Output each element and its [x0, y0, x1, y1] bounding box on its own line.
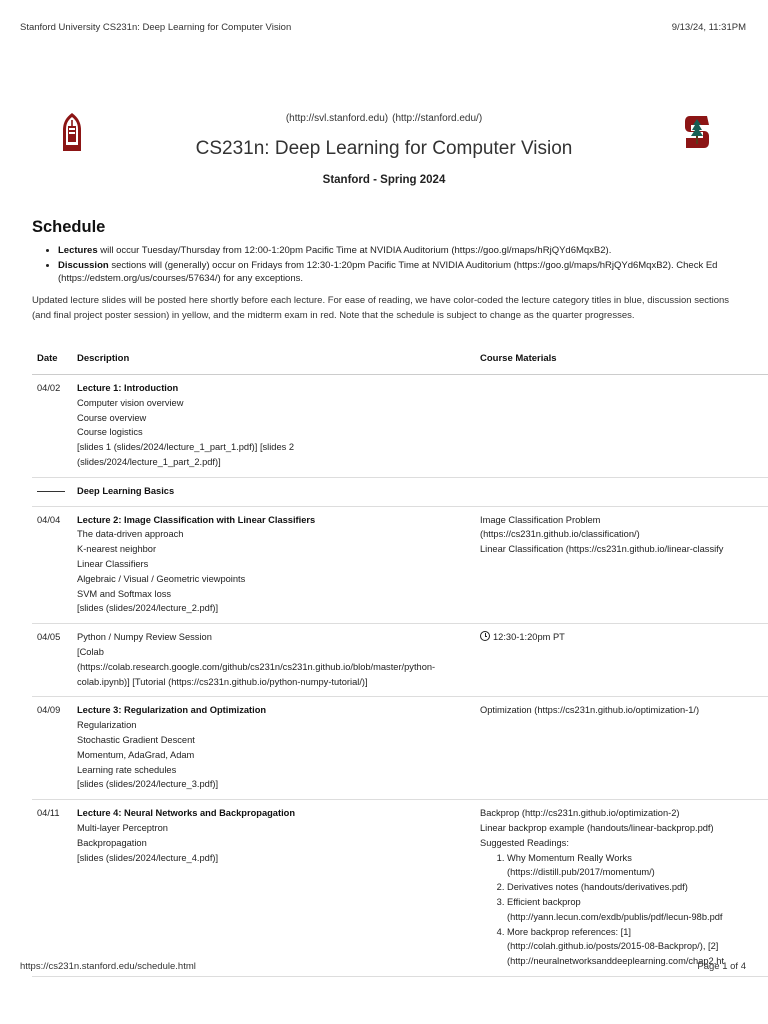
row-materials [475, 477, 768, 506]
slides-link[interactable]: [slides (slides/2024/lecture_3.pdf)] [77, 779, 219, 790]
material-link[interactable]: Linear backprop example (handouts/linear-backprop.pdf) [480, 822, 714, 833]
row-date: 04/11 [32, 800, 72, 977]
bullet-text: sections will (generally) occur on Fridays from 12:30-1:20pm Pacific Time at NVIDIA Auditorium (https://goo.gl/maps/hRjQYd6MqxB2). Check Ed (https://edstem.org/us/courses/57634/) for any exceptions. [58, 259, 718, 284]
reading-url: (http://colah.github.io/posts/2015-08-Backprop/), [2] [507, 941, 719, 952]
table-row-section [32, 477, 768, 506]
desc-line: Momentum, AdaGrad, Adam [77, 749, 195, 760]
lecture-title: Lecture 4: Neural Networks and Backpropagation [77, 808, 296, 819]
bullet-text: will occur Tuesday/Thursday from 12:00-1:20pm Pacific Time at NVIDIA Auditorium (https://goo.gl/maps/hRjQYd6MqxB2). [97, 245, 612, 256]
bullet-label: Lectures [58, 245, 98, 256]
bullet-lectures [58, 244, 768, 258]
row-description [72, 697, 475, 800]
row-date: 04/05 [32, 624, 72, 697]
table-row [32, 697, 768, 800]
readings-label: Suggested Readings: [480, 837, 569, 848]
reading-item[interactable] [507, 851, 763, 881]
row-materials [475, 506, 768, 624]
desc-line: Course logistics [77, 427, 143, 438]
row-description [72, 506, 475, 624]
print-footer-url: https://cs231n.stanford.edu/schedule.html [20, 961, 196, 972]
material-link[interactable]: Optimization (https://cs231n.github.io/optimization-1/) [480, 705, 700, 716]
reading-url: (http://yann.lecun.com/exdb/publis/pdf/lecun-98b.pdf [507, 911, 723, 922]
schedule-table [32, 346, 768, 977]
tutorial-link[interactable]: colab.ipynb)] [Tutorial (https://cs231n.github.io/python-numpy-tutorial/)] [77, 676, 368, 687]
header-links [0, 113, 768, 124]
colab-link[interactable]: [Colab [77, 646, 104, 657]
reading-url: (http://neuralnetworksanddeeplearning.com/chap2.ht [507, 956, 725, 967]
bullet-discussion [58, 259, 768, 286]
bullet-label: Discussion [58, 259, 109, 271]
row-description [72, 800, 475, 977]
section-dash [37, 491, 65, 492]
table-row [32, 375, 768, 478]
schedule-bullets [32, 244, 768, 287]
table-header-row [32, 346, 768, 375]
desc-line: Stochastic Gradient Descent [77, 734, 195, 745]
desc-line: Python / Numpy Review Session [77, 632, 212, 643]
print-header-title: Stanford University CS231n: Deep Learning for Computer Vision [20, 22, 292, 33]
row-date: 04/09 [32, 697, 72, 800]
slides-link[interactable]: [slides (slides/2024/lecture_4.pdf)] [77, 852, 219, 863]
schedule-heading: Schedule [32, 218, 106, 236]
desc-line: Multi-layer Perceptron [77, 822, 168, 833]
reading-text: 1. Why Momentum Really Works [507, 852, 632, 863]
table-row [32, 800, 768, 977]
reading-text: 4. More backprop references: [1] [507, 926, 632, 937]
col-description-header: Description [72, 346, 475, 375]
material-link[interactable]: (https://cs231n.github.io/classification/) [480, 529, 640, 540]
desc-line: Course overview [77, 412, 147, 423]
desc-line: Linear Classifiers [77, 558, 149, 569]
row-materials [475, 800, 768, 977]
desc-line: SVM and Softmax loss [77, 588, 172, 599]
clock-icon [480, 631, 490, 641]
row-materials [475, 375, 768, 478]
desc-line: Learning rate schedules [77, 764, 177, 775]
row-description [72, 477, 475, 506]
page-title: CS231n: Deep Learning for Computer Vision [195, 138, 573, 159]
slides-link[interactable]: [slides (slides/2024/lecture_2.pdf)] [77, 603, 219, 614]
desc-line: Regularization [77, 720, 137, 731]
desc-line: Algebraic / Visual / Geometric viewpoints [77, 573, 246, 584]
row-description [72, 624, 475, 697]
stanford-link[interactable]: (http://stanford.edu/) [392, 113, 483, 124]
col-date-header: Date [32, 346, 72, 375]
reading-text: 3. Efficient backprop [507, 896, 581, 907]
reading-url: (https://distill.pub/2017/momentum/) [507, 867, 655, 878]
desc-line: Computer vision overview [77, 397, 184, 408]
desc-line: K-nearest neighbor [77, 544, 157, 555]
slides-link[interactable]: [slides 1 (slides/2024/lecture_1_part_1.pdf)] [slides 2 [77, 442, 295, 453]
reading-text: 2. Derivatives notes (handouts/derivatives.pdf) [507, 882, 688, 893]
desc-line: The data-driven approach [77, 529, 184, 540]
schedule-intro: Updated lecture slides will be posted here shortly before each lecture. For ease of reading, we have color-coded the lecture category titles in blue, discussion sections (and final project poster session) in yellow, and the midterm exam in red. Note that the schedule is subject to change as the quarter progresses. [32, 295, 730, 321]
row-materials [475, 624, 768, 697]
row-date: 04/04 [32, 506, 72, 624]
material-link[interactable]: Backprop (http://cs231n.github.io/optimization-2) [480, 808, 680, 819]
print-footer-page: Page 1 of 4 [697, 961, 746, 972]
reading-item[interactable] [507, 880, 763, 895]
table-row [32, 624, 768, 697]
table-row [32, 506, 768, 624]
lecture-title: Lecture 2: Image Classification with Linear Classifiers [77, 514, 316, 525]
page-subtitle: Stanford - Spring 2024 [322, 174, 446, 186]
reading-item[interactable] [507, 895, 763, 925]
session-time: 12:30-1:20pm PT [493, 632, 565, 643]
lecture-title: Lecture 3: Regularization and Optimization [77, 705, 267, 716]
material-link[interactable]: Linear Classification (https://cs231n.github.io/linear-classify [480, 544, 724, 555]
svl-link[interactable]: (http://svl.stanford.edu) [285, 113, 389, 124]
slides-link[interactable]: (slides/2024/lecture_1_part_2.pdf)] [77, 456, 221, 467]
readings-list [480, 851, 763, 969]
row-date [32, 477, 72, 506]
material-link[interactable]: Image Classification Problem [480, 514, 601, 525]
lecture-title: Lecture 1: Introduction [77, 383, 179, 393]
row-description [72, 375, 475, 478]
row-materials [475, 697, 768, 800]
row-date: 04/02 [32, 375, 72, 478]
col-materials-header: Course Materials [475, 346, 768, 375]
colab-link[interactable]: (https://colab.research.google.com/github/cs231n/cs231n.github.io/blob/master/python- [77, 661, 436, 672]
desc-line: Backpropagation [77, 837, 147, 848]
section-title: Deep Learning Basics [77, 485, 175, 496]
print-header-datetime: 9/13/24, 11:31PM [671, 22, 746, 33]
